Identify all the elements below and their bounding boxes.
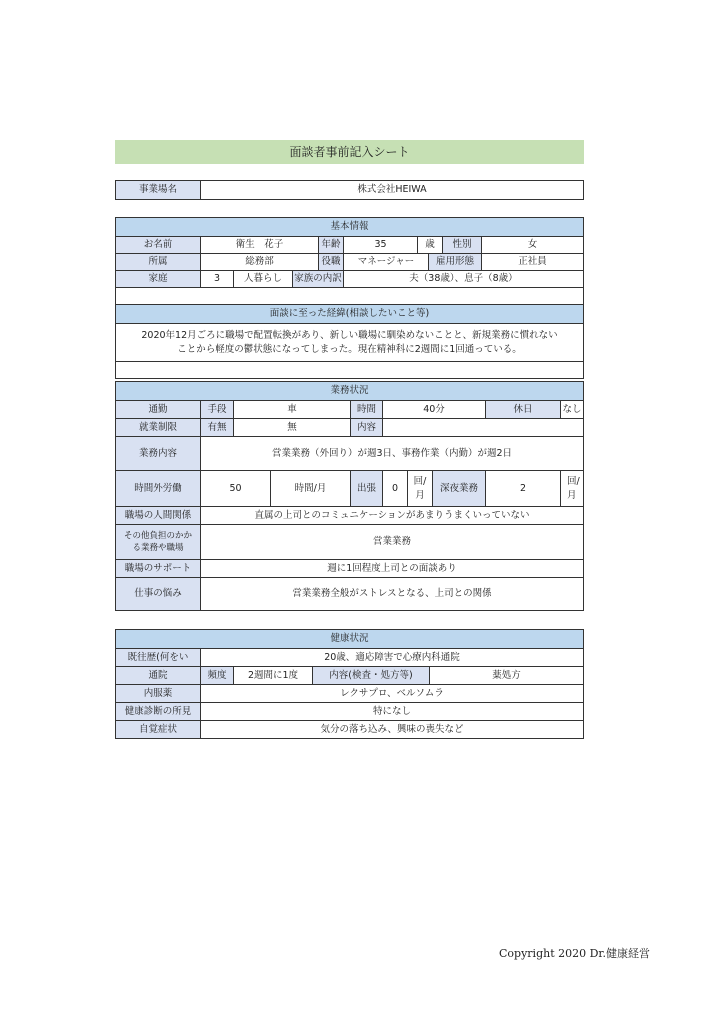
employment-value[interactable]: 正社員 — [482, 254, 584, 271]
copyright-text: Copyright 2020 Dr.健康経営 — [499, 947, 650, 960]
basic-info-header: 基本情報 — [116, 218, 584, 237]
support-label: 職場のサポート — [116, 560, 201, 578]
restriction-label: 就業制限 — [116, 419, 201, 437]
dept-value[interactable]: 総務部 — [201, 254, 319, 271]
burden-label-line-2: る業務や職場 — [132, 543, 184, 553]
trip-unit-bottom: 月 — [415, 489, 425, 501]
dept-label: 所属 — [116, 254, 201, 271]
duties-label: 業務内容 — [116, 437, 201, 471]
relations-label: 職場の人間関係 — [116, 507, 201, 525]
work-status-table — [115, 381, 584, 611]
night-work-label: 深夜業務 — [433, 471, 486, 507]
overtime-unit: 時間/月 — [271, 471, 351, 507]
restriction-has-label: 有無 — [201, 419, 234, 437]
night-work-unit — [561, 471, 584, 507]
time-value[interactable]: 40分 — [383, 401, 486, 419]
medication-value[interactable]: レクサプロ、ベルソムラ — [201, 685, 584, 703]
visit-content-label: 内容(検査・処方等) — [313, 667, 430, 685]
time-label: 時間 — [351, 401, 383, 419]
health-status-table — [115, 629, 584, 739]
business-table — [115, 180, 584, 200]
night-work-value[interactable]: 2 — [486, 471, 561, 507]
name-value[interactable]: 衛生 花子 — [201, 237, 319, 254]
trip-unit-top: 回/ — [413, 475, 427, 487]
holiday-value[interactable]: なし — [561, 401, 584, 419]
position-value[interactable]: マネージャー — [344, 254, 429, 271]
family-count[interactable]: 3 — [201, 271, 234, 288]
blank-row — [116, 362, 584, 379]
name-label: お名前 — [116, 237, 201, 254]
restriction-has-value[interactable]: 無 — [234, 419, 351, 437]
restriction-content-value[interactable] — [383, 419, 584, 437]
trip-unit — [408, 471, 433, 507]
age-label: 年齢 — [319, 237, 344, 254]
age-value[interactable]: 35 — [344, 237, 418, 254]
consultation-line-2: ことから軽度の鬱状態になってしまった。現在精神科に2週間に1回通っている。 — [177, 343, 522, 355]
night-unit-top: 回/ — [567, 475, 580, 487]
basic-info-table — [115, 217, 584, 379]
frequency-label: 頻度 — [201, 667, 234, 685]
means-value[interactable]: 車 — [234, 401, 351, 419]
consultation-line-1: 2020年12月ごろに職場で配置転換があり、新しい職場に馴染めないことと、新規業務に慣れない — [141, 329, 558, 341]
burden-label — [116, 525, 201, 560]
consultation-header: 面談に至った経緯(相談したいこと等) — [116, 305, 584, 324]
overtime-value[interactable]: 50 — [201, 471, 271, 507]
burden-value[interactable]: 営業業務 — [201, 525, 584, 560]
commute-label: 通勤 — [116, 401, 201, 419]
work-status-header: 業務状況 — [116, 382, 584, 401]
night-unit-bottom: 月 — [567, 489, 577, 501]
burden-label-line-1: その他負担のかか — [123, 530, 192, 541]
holiday-label: 休日 — [486, 401, 561, 419]
trip-value[interactable]: 0 — [383, 471, 408, 507]
blank-row — [116, 288, 584, 305]
business-name[interactable]: 株式会社HEIWA — [201, 181, 584, 200]
family-label: 家庭 — [116, 271, 201, 288]
worry-value[interactable]: 営業業務全般がストレスとなる、上司との関係 — [201, 578, 584, 611]
history-value[interactable]: 20歳、適応障害で心療内科通院 — [201, 649, 584, 667]
frequency-value[interactable]: 2週間に1度 — [234, 667, 313, 685]
checkup-label: 健康診断の所見 — [116, 703, 201, 721]
symptoms-label: 自覚症状 — [116, 721, 201, 739]
means-label: 手段 — [201, 401, 234, 419]
business-label: 事業場名 — [116, 181, 201, 200]
medication-label: 内服薬 — [116, 685, 201, 703]
history-label: 既往歴(何をい — [116, 649, 201, 667]
gender-label: 性別 — [443, 237, 482, 254]
age-unit: 歳 — [418, 237, 443, 254]
support-value[interactable]: 週に1回程度上司との面談あり — [201, 560, 584, 578]
duties-value[interactable]: 営業業務（外回り）が週3日、事務作業（内勤）が週2日 — [201, 437, 584, 471]
consultation-text[interactable] — [116, 324, 584, 362]
family-detail-label: 家族の内訳 — [293, 271, 344, 288]
visit-content-value[interactable]: 薬処方 — [430, 667, 584, 685]
health-status-header: 健康状況 — [116, 630, 584, 649]
checkup-value[interactable]: 特になし — [201, 703, 584, 721]
relations-value[interactable]: 直属の上司とのコミュニケーションがあまりうまくいっていない — [201, 507, 584, 525]
trip-label: 出張 — [351, 471, 383, 507]
sheet-title: 面談者事前記入シート — [115, 140, 584, 164]
employment-label: 雇用形態 — [429, 254, 482, 271]
symptoms-value[interactable]: 気分の落ち込み、興味の喪失など — [201, 721, 584, 739]
worry-label: 仕事の悩み — [116, 578, 201, 611]
gender-value[interactable]: 女 — [482, 237, 584, 254]
visit-label: 通院 — [116, 667, 201, 685]
family-unit: 人暮らし — [234, 271, 293, 288]
restriction-content-label: 内容 — [351, 419, 383, 437]
position-label: 役職 — [319, 254, 344, 271]
family-detail-value[interactable]: 夫（38歳）、息子（8歳） — [344, 271, 584, 288]
overtime-label: 時間外労働 — [116, 471, 201, 507]
